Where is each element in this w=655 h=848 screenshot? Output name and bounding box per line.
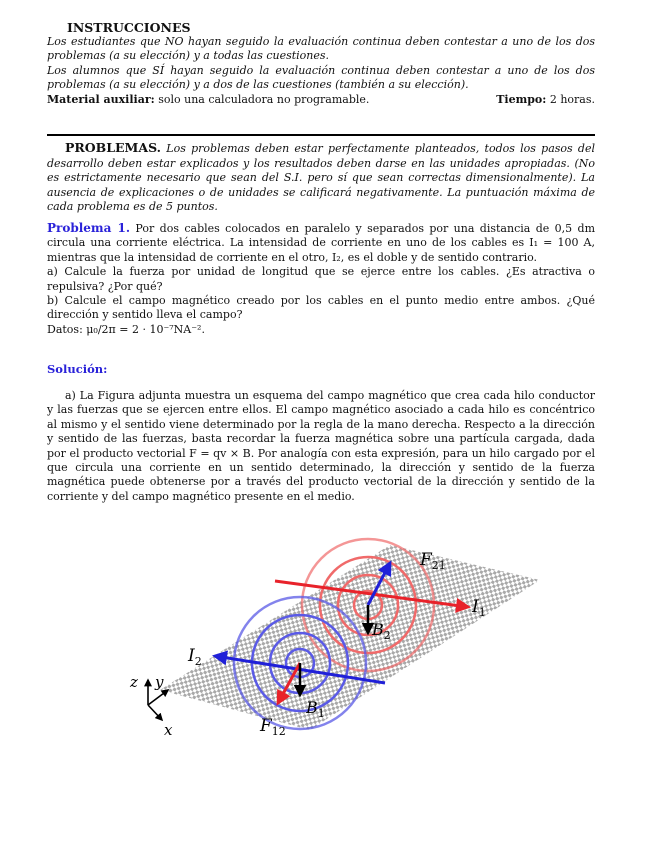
time-info: Tiempo: 2 horas. <box>496 93 595 107</box>
instructions-line-1: Los estudiantes que NO hayan seguido la evaluación continua deben contestar a uno de los dos problemas (a su elección) y a todas las cuestiones. <box>47 35 595 63</box>
solution-label: Solución: <box>47 362 108 376</box>
label-i2: $I_2$ <box>188 646 202 668</box>
axis-z-label: z <box>130 673 138 691</box>
material-row <box>47 93 595 107</box>
label-b1: $B_1$ <box>306 698 325 720</box>
label-f21: $F_{21}$ <box>420 550 446 572</box>
problem-1-statement: Por dos cables colocados en paralelo y separados por una distancia de 0,5 dm circula una corriente eléctrica. La intensidad de corriente en uno de los cables es I₁ = 100 A, mientras que la intensidad de corriente en el otro, I₂, es el doble y de sentido contrario. <box>47 222 595 264</box>
problem-1-label: Problema 1. <box>47 221 131 235</box>
problems-intro <box>47 141 595 215</box>
solution-body <box>47 389 595 504</box>
label-i1: $I_1$ <box>472 597 486 619</box>
solution-paragraph: a) La Figura adjunta muestra un esquema del campo magnético que crea cada hilo conductor y las fuerzas que se ejercen entre ellos. El campo magnético asociado a cada hilo es concéntrico al mismo y el sentido viene determinado por la regla de la mano derecha. Respecto a la dirección y sentido de las fuerzas, basta recordar la fuerza magnética sobre una partícula cargada, dada por el producto vectorial F = qv × B. Por analogía con esta expresión, para un hilo cargado por el que circula una corriente en un sentido determinado, la dirección y sentido de la fuerza magnética puede obtenerse por a través del producto vectorial de la dirección y sentido de la corriente y del campo magnético presente en el medio. <box>47 389 595 503</box>
problem-1-part-b: b) Calcule el campo magnético creado por los cables en el punto medio entre ambos. ¿Qué dirección y sentido lleva el campo? <box>47 294 595 322</box>
instructions-block <box>47 20 595 107</box>
instructions-title: INSTRUCCIONES <box>67 20 191 35</box>
solution-label-wrap <box>47 362 595 377</box>
problem-1 <box>47 221 595 337</box>
axis-x-label: x <box>164 721 173 739</box>
label-b2: $B_2$ <box>372 620 391 642</box>
magnetic-field-figure <box>120 535 540 750</box>
problem-1-part-a: a) Calcule la fuerza por unidad de longitud que se ejerce entre los cables. ¿Es atractiva o repulsiva? ¿Por qué? <box>47 265 595 293</box>
instructions-line-2: Los alumnos que SÍ hayan seguido la evaluación continua deben contestar a uno de los dos problemas (a su elección) y a dos de las cuestiones (también a su elección). <box>47 63 595 91</box>
divider <box>47 134 595 136</box>
label-f12: $F_{12}$ <box>260 716 286 738</box>
problem-1-data: Datos: μ₀/2π = 2 · 10⁻⁷NA⁻². <box>47 322 205 336</box>
checkered-plane <box>160 545 540 730</box>
problems-title: PROBLEMAS. <box>65 140 162 155</box>
material-info: Material auxiliar: solo una calculadora no programable. <box>47 93 370 107</box>
problems-text: Los problemas deben estar perfectamente planteados, todos los pasos del desarrollo deben estar explicados y los resultados deben darse en las unidades apropiadas. (No es estrictamente necesario que sean del S.I. pero sí que sean correctas dimensionalmente). La ausencia de explicaciones o de unidades se calificará negativamente. La puntuación máxima de cada problema es de 5 puntos. <box>47 142 595 214</box>
axis-y-label: y <box>155 673 164 691</box>
